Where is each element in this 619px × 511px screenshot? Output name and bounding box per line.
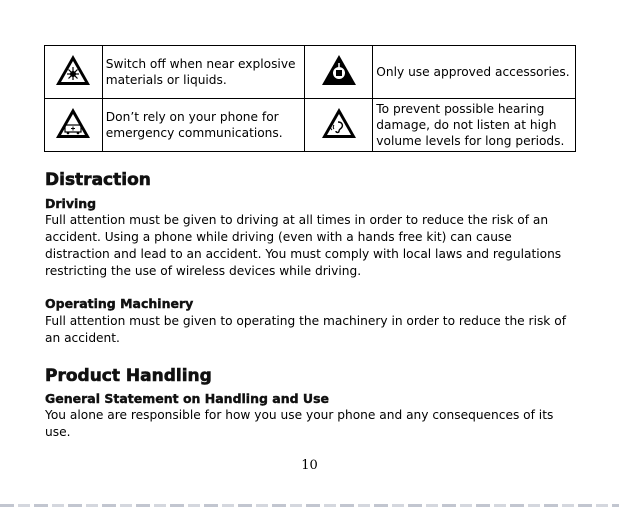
approved-accessories-icon: [320, 53, 358, 87]
warning-text-emergency: Don’t rely on your phone for emergency communications.: [102, 99, 305, 152]
subheading-operating-machinery: Operating Machinery: [45, 296, 194, 311]
warning-icon-cell: [45, 46, 103, 99]
paragraph-machinery: Full attention must be given to operating the machinery in order to reduce the risk of an accident.: [45, 314, 566, 345]
page-number: 10: [301, 458, 318, 473]
hearing-damage-icon: [320, 106, 358, 140]
warning-text-hearing: To prevent possible hearing damage, do not listen at high volume levels for long periods.: [373, 99, 576, 152]
section-heading-distraction: Distraction: [45, 170, 151, 190]
table-row: [45, 99, 576, 152]
explosion-hazard-icon: [54, 53, 92, 87]
scan-artifact-line: [0, 504, 619, 507]
paragraph-general-statement: You alone are responsible for how you use your phone and any consequences of its use.: [45, 408, 554, 439]
section-heading-product-handling: Product Handling: [45, 366, 212, 386]
emergency-vehicle-icon: [54, 106, 92, 140]
warning-text-explosive: Switch off when near explosive materials or liquids.: [102, 46, 305, 99]
warning-text-accessories: Only use approved accessories.: [373, 46, 576, 99]
subheading-general-statement: General Statement on Handling and Use: [45, 391, 329, 406]
warning-icon-cell: [45, 99, 103, 152]
warning-icon-cell: [305, 46, 373, 99]
warning-icon-cell: [305, 99, 373, 152]
table-row: [45, 46, 576, 99]
subheading-driving: Driving: [45, 196, 97, 211]
safety-warning-table: [44, 45, 576, 152]
paragraph-driving: Full attention must be given to driving at all times in order to reduce the risk of an accident. Using a phone while driving (even with a hands free kit) can cause distraction and lead to an accident. You must comply with local laws and regulations restricting the use of wireless devices while driving.: [45, 213, 562, 278]
